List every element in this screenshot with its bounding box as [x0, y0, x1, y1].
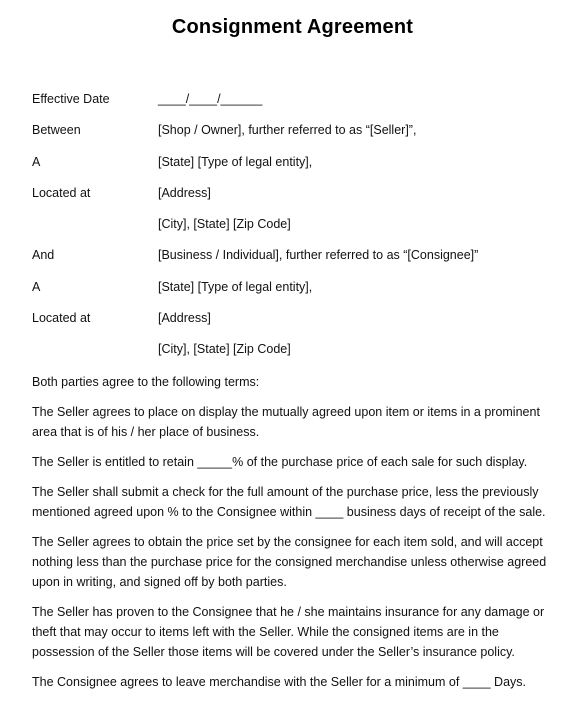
terms-section	[32, 372, 560, 702]
party-value: [Address]	[158, 185, 211, 200]
party-row-seller-entity	[32, 153, 572, 184]
party-row-seller-address	[32, 184, 572, 215]
party-value: [City], [State] [Zip Code]	[158, 342, 291, 357]
term-paragraph-minimum: The Consignee agrees to leave merchandise with the Seller for a minimum of ____ Days.	[32, 675, 527, 689]
term-paragraph-insurance: The Seller has proven to the Consignee that he / she maintains insurance for any damage or theft that may occur to items left with the Seller. While the consigned items are in the possession of the Seller those items will be covered under the Seller’s insurance policy.	[32, 605, 545, 659]
parties-section	[32, 90, 572, 372]
party-value: [City], [State] [Zip Code]	[158, 217, 291, 232]
party-label: A	[32, 279, 41, 294]
party-value: [Address]	[158, 311, 211, 326]
party-label: And	[32, 248, 55, 263]
term-paragraph-retain: The Seller is entitled to retain _____% of the purchase price of each sale for such display.	[32, 455, 528, 469]
party-value: ____/____/______	[158, 92, 263, 106]
document-title: Consignment Agreement	[171, 16, 414, 38]
party-row-seller-city	[32, 215, 572, 246]
party-row-consignee-address	[32, 309, 572, 340]
term-paragraph-display: The Seller agrees to place on display the mutually agreed upon item or items in a prominent area that is of his / her place of business.	[32, 405, 540, 439]
party-label: Located at	[32, 185, 91, 200]
party-row-between	[32, 121, 572, 152]
party-row-and	[32, 246, 572, 277]
terms-intro: Both parties agree to the following terms:	[32, 375, 260, 389]
term-paragraph-check: The Seller shall submit a check for the full amount of the purchase price, less the previously mentioned agreed upon % to the Consignee within ____ business days of receipt of the sale.	[32, 485, 546, 519]
party-label: A	[32, 154, 41, 169]
party-label: Located at	[32, 311, 91, 326]
party-value: [State] [Type of legal entity],	[158, 154, 313, 169]
party-row-consignee-city	[32, 340, 572, 371]
party-value: [Business / Individual], further referred to as “[Consignee]”	[158, 248, 479, 263]
party-row-effective-date	[32, 90, 572, 121]
party-label: Between	[32, 123, 81, 138]
party-value: [Shop / Owner], further referred to as “[Seller]”,	[158, 123, 417, 138]
term-paragraph-price: The Seller agrees to obtain the price set by the consignee for each item sold, and will accept nothing less than the purchase price for the consigned merchandise unless otherwise agreed upon in writing, and signed off by both parties.	[32, 535, 547, 589]
party-row-consignee-entity	[32, 278, 572, 309]
party-value: [State] [Type of legal entity],	[158, 279, 313, 294]
party-label: Effective Date	[32, 92, 110, 106]
